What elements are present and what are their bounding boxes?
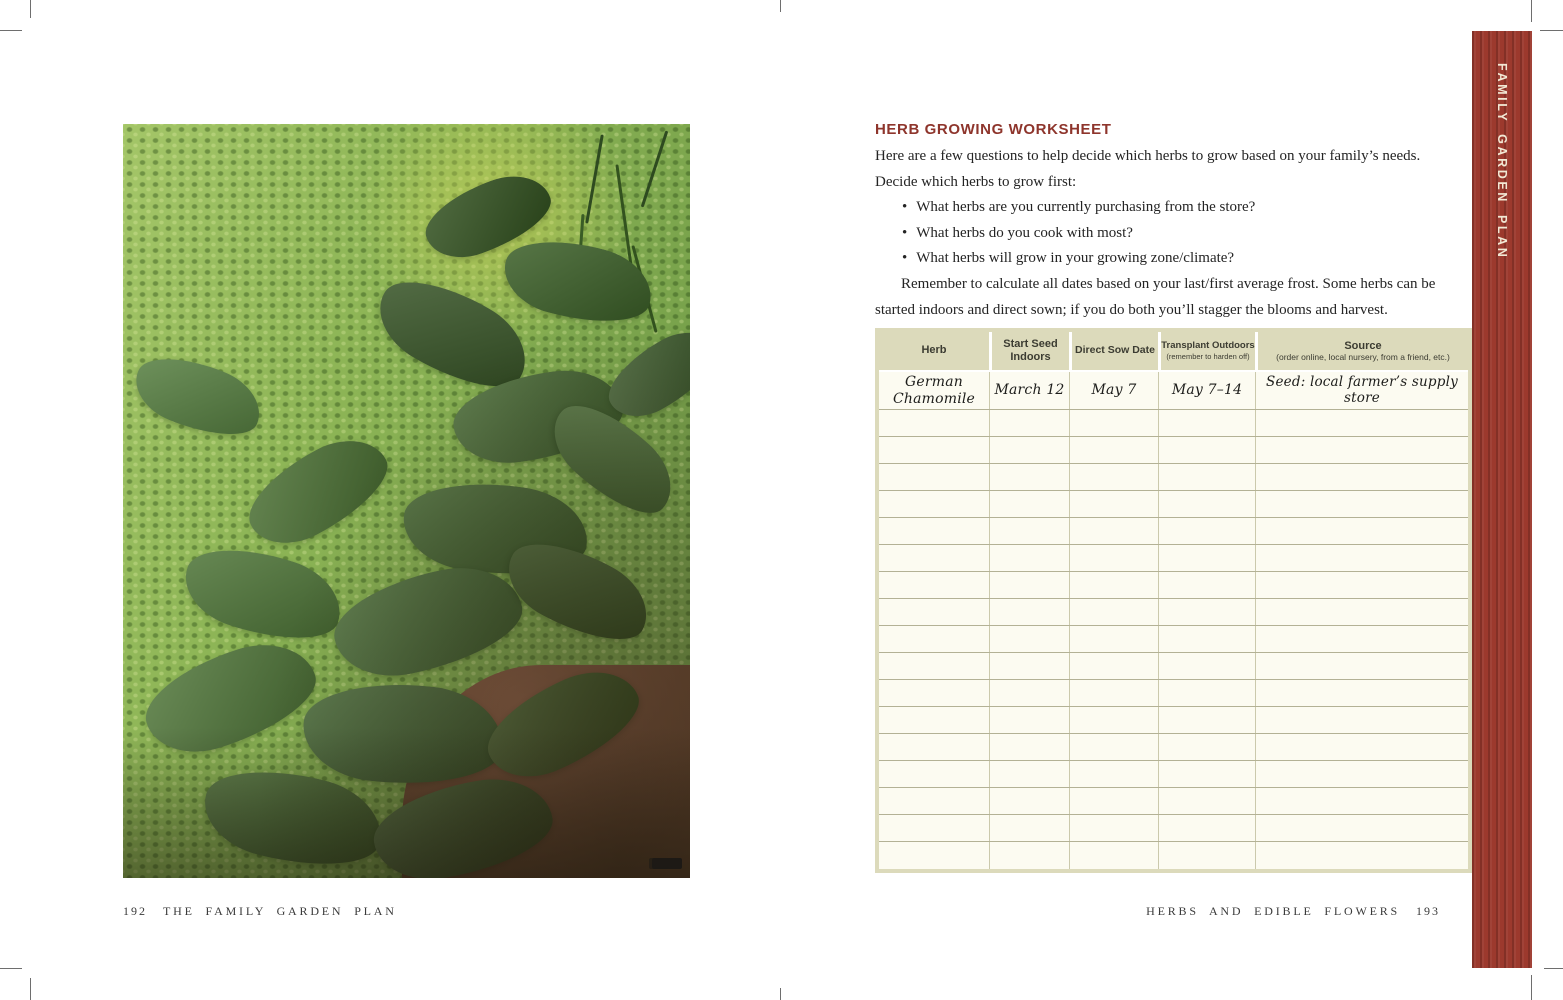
empty-cell bbox=[1158, 626, 1255, 652]
empty-cell bbox=[989, 707, 1069, 733]
empty-cell bbox=[1255, 761, 1468, 787]
bullet-item bbox=[875, 246, 1479, 272]
empty-cell bbox=[879, 545, 989, 571]
crop-mark bbox=[0, 30, 22, 31]
column-header-direct-sow-date: Direct Sow Date bbox=[1069, 332, 1158, 370]
empty-cell bbox=[1158, 491, 1255, 517]
empty-cell bbox=[879, 788, 989, 814]
empty-cell bbox=[1158, 545, 1255, 571]
empty-cell bbox=[1255, 626, 1468, 652]
empty-cell bbox=[1255, 680, 1468, 706]
empty-cell bbox=[989, 572, 1069, 598]
running-head-book-title: THE FAMILY GARDEN PLAN bbox=[163, 904, 397, 918]
bullet-text: What herbs are you currently purchasing from the store? bbox=[916, 199, 1256, 216]
empty-cell bbox=[1069, 761, 1158, 787]
empty-cell bbox=[1069, 545, 1158, 571]
crop-mark bbox=[0, 968, 22, 969]
cell-direct-sow-date: May 7 bbox=[1069, 372, 1158, 409]
empty-cell bbox=[1069, 680, 1158, 706]
empty-cell bbox=[879, 707, 989, 733]
empty-cell bbox=[1255, 545, 1468, 571]
empty-cell bbox=[879, 518, 989, 544]
empty-cell bbox=[1158, 599, 1255, 625]
table-row-empty bbox=[879, 464, 1468, 491]
crop-mark bbox=[30, 978, 31, 1000]
cell-transplant-outdoors: May 7–14 bbox=[1158, 372, 1255, 409]
table-body bbox=[879, 370, 1468, 869]
empty-cell bbox=[1158, 842, 1255, 869]
empty-cell bbox=[1158, 707, 1255, 733]
table-row-empty bbox=[879, 626, 1468, 653]
empty-cell bbox=[879, 734, 989, 760]
empty-cell bbox=[1255, 572, 1468, 598]
empty-cell bbox=[989, 815, 1069, 841]
empty-cell bbox=[1255, 653, 1468, 679]
empty-cell bbox=[1069, 815, 1158, 841]
empty-cell bbox=[989, 464, 1069, 490]
herb-photo bbox=[123, 124, 690, 878]
crop-mark bbox=[1531, 975, 1532, 1000]
empty-cell bbox=[1069, 437, 1158, 463]
empty-cell bbox=[1255, 599, 1468, 625]
running-head-section-title: HERBS AND EDIBLE FLOWERS bbox=[1146, 904, 1400, 918]
empty-cell bbox=[879, 464, 989, 490]
empty-cell bbox=[989, 491, 1069, 517]
table-row-empty bbox=[879, 788, 1468, 815]
table-row-empty bbox=[879, 410, 1468, 437]
empty-cell bbox=[989, 410, 1069, 436]
table-row-empty bbox=[879, 491, 1468, 518]
empty-cell bbox=[989, 437, 1069, 463]
table-row-empty bbox=[879, 518, 1468, 545]
empty-cell bbox=[1255, 815, 1468, 841]
page-number: 192 bbox=[123, 904, 147, 918]
table-row-empty bbox=[879, 545, 1468, 572]
cell-start-seed-indoors: March 12 bbox=[989, 372, 1069, 409]
empty-cell bbox=[1158, 761, 1255, 787]
empty-cell bbox=[1069, 653, 1158, 679]
empty-cell bbox=[1255, 410, 1468, 436]
bullet-item bbox=[875, 195, 1479, 221]
empty-cell bbox=[989, 518, 1069, 544]
empty-cell bbox=[1069, 518, 1158, 544]
bullet-icon: • bbox=[902, 199, 908, 216]
empty-cell bbox=[1255, 464, 1468, 490]
empty-cell bbox=[1255, 842, 1468, 869]
empty-cell bbox=[1158, 410, 1255, 436]
empty-cell bbox=[879, 491, 989, 517]
prompt-line: Decide which herbs to grow first: bbox=[875, 173, 1077, 190]
empty-cell bbox=[1255, 734, 1468, 760]
crop-mark bbox=[30, 0, 31, 18]
table-row-filled bbox=[879, 372, 1468, 410]
page-number: 193 bbox=[1416, 904, 1440, 918]
empty-cell bbox=[1069, 842, 1158, 869]
empty-cell bbox=[879, 653, 989, 679]
empty-cell bbox=[1069, 734, 1158, 760]
empty-cell bbox=[879, 437, 989, 463]
empty-cell bbox=[1069, 572, 1158, 598]
table-row-empty bbox=[879, 437, 1468, 464]
empty-cell bbox=[989, 599, 1069, 625]
empty-cell bbox=[989, 761, 1069, 787]
empty-cell bbox=[1255, 437, 1468, 463]
empty-cell bbox=[989, 680, 1069, 706]
empty-cell bbox=[1255, 707, 1468, 733]
empty-cell bbox=[879, 599, 989, 625]
table-row-empty bbox=[879, 653, 1468, 680]
empty-cell bbox=[879, 842, 989, 869]
left-page-footer bbox=[123, 904, 397, 919]
herb-worksheet-table bbox=[875, 328, 1472, 873]
photo-signature bbox=[652, 858, 682, 869]
bullet-text: What herbs will grow in your growing zone/climate? bbox=[916, 250, 1235, 267]
empty-cell bbox=[1069, 464, 1158, 490]
empty-cell bbox=[989, 545, 1069, 571]
empty-cell bbox=[879, 680, 989, 706]
empty-cell bbox=[1158, 734, 1255, 760]
empty-cell bbox=[879, 410, 989, 436]
empty-cell bbox=[1255, 491, 1468, 517]
empty-cell bbox=[1158, 437, 1255, 463]
empty-cell bbox=[879, 626, 989, 652]
empty-cell bbox=[989, 653, 1069, 679]
chapter-tab-bar bbox=[1472, 31, 1532, 968]
bullet-icon: • bbox=[902, 224, 908, 241]
table-row-empty bbox=[879, 707, 1468, 734]
empty-cell bbox=[1255, 788, 1468, 814]
empty-cell bbox=[879, 572, 989, 598]
intro-paragraph: Here are a few questions to help decide which herbs to grow based on your family’s needs. bbox=[875, 148, 1421, 164]
empty-cell bbox=[1158, 464, 1255, 490]
photo-vignette bbox=[123, 124, 690, 878]
table-row-empty bbox=[879, 680, 1468, 707]
empty-cell bbox=[1069, 626, 1158, 652]
section-heading: HERB GROWING WORKSHEET bbox=[875, 121, 1112, 138]
empty-cell bbox=[1069, 491, 1158, 517]
empty-cell bbox=[1158, 680, 1255, 706]
empty-cell bbox=[1158, 518, 1255, 544]
empty-cell bbox=[989, 626, 1069, 652]
bullet-text: What herbs do you cook with most? bbox=[916, 224, 1133, 241]
table-row-empty bbox=[879, 734, 1468, 761]
crop-mark bbox=[780, 0, 781, 12]
crop-mark bbox=[1544, 968, 1563, 969]
crop-mark bbox=[1531, 0, 1532, 22]
table-row-empty bbox=[879, 761, 1468, 788]
empty-cell bbox=[1158, 815, 1255, 841]
empty-cell bbox=[879, 761, 989, 787]
empty-cell bbox=[879, 815, 989, 841]
worksheet-intro-block bbox=[875, 117, 1479, 323]
column-header-transplant-outdoors: Transplant Outdoors (remember to harden off) bbox=[1158, 332, 1255, 370]
note-paragraph: Remember to calculate all dates based on your last/first average frost. Some herbs can be started indoors and direct sown; if you do both you’ll stagger the blooms and harvest. bbox=[875, 275, 1436, 318]
table-row-empty bbox=[879, 572, 1468, 599]
empty-cell bbox=[989, 734, 1069, 760]
column-header-source: Source (order online, local nursery, from a friend, etc.) bbox=[1255, 332, 1468, 370]
crop-mark bbox=[1540, 30, 1563, 31]
column-header-herb: Herb bbox=[921, 344, 947, 357]
table-row-empty bbox=[879, 599, 1468, 626]
empty-cell bbox=[989, 842, 1069, 869]
cell-source: Seed: local farmer’s supply store bbox=[1255, 372, 1468, 409]
empty-cell bbox=[1158, 572, 1255, 598]
bullet-item bbox=[875, 221, 1479, 247]
empty-cell bbox=[1069, 788, 1158, 814]
table-header-row bbox=[879, 332, 1468, 370]
empty-cell bbox=[1158, 788, 1255, 814]
cell-herb: German Chamomile bbox=[892, 374, 976, 407]
empty-cell bbox=[1069, 410, 1158, 436]
empty-cell bbox=[1069, 707, 1158, 733]
table-row-empty bbox=[879, 842, 1468, 869]
crop-mark bbox=[780, 988, 781, 1000]
empty-cell bbox=[1255, 518, 1468, 544]
empty-cell bbox=[1069, 599, 1158, 625]
empty-cell bbox=[989, 788, 1069, 814]
empty-cell bbox=[1158, 653, 1255, 679]
bullet-icon: • bbox=[902, 250, 908, 267]
column-header-start-seed-indoors: Start Seed Indoors bbox=[989, 332, 1069, 370]
right-page-footer bbox=[875, 904, 1440, 919]
chapter-tab-label: FAMILY GARDEN PLAN bbox=[1495, 63, 1509, 260]
table-row-empty bbox=[879, 815, 1468, 842]
